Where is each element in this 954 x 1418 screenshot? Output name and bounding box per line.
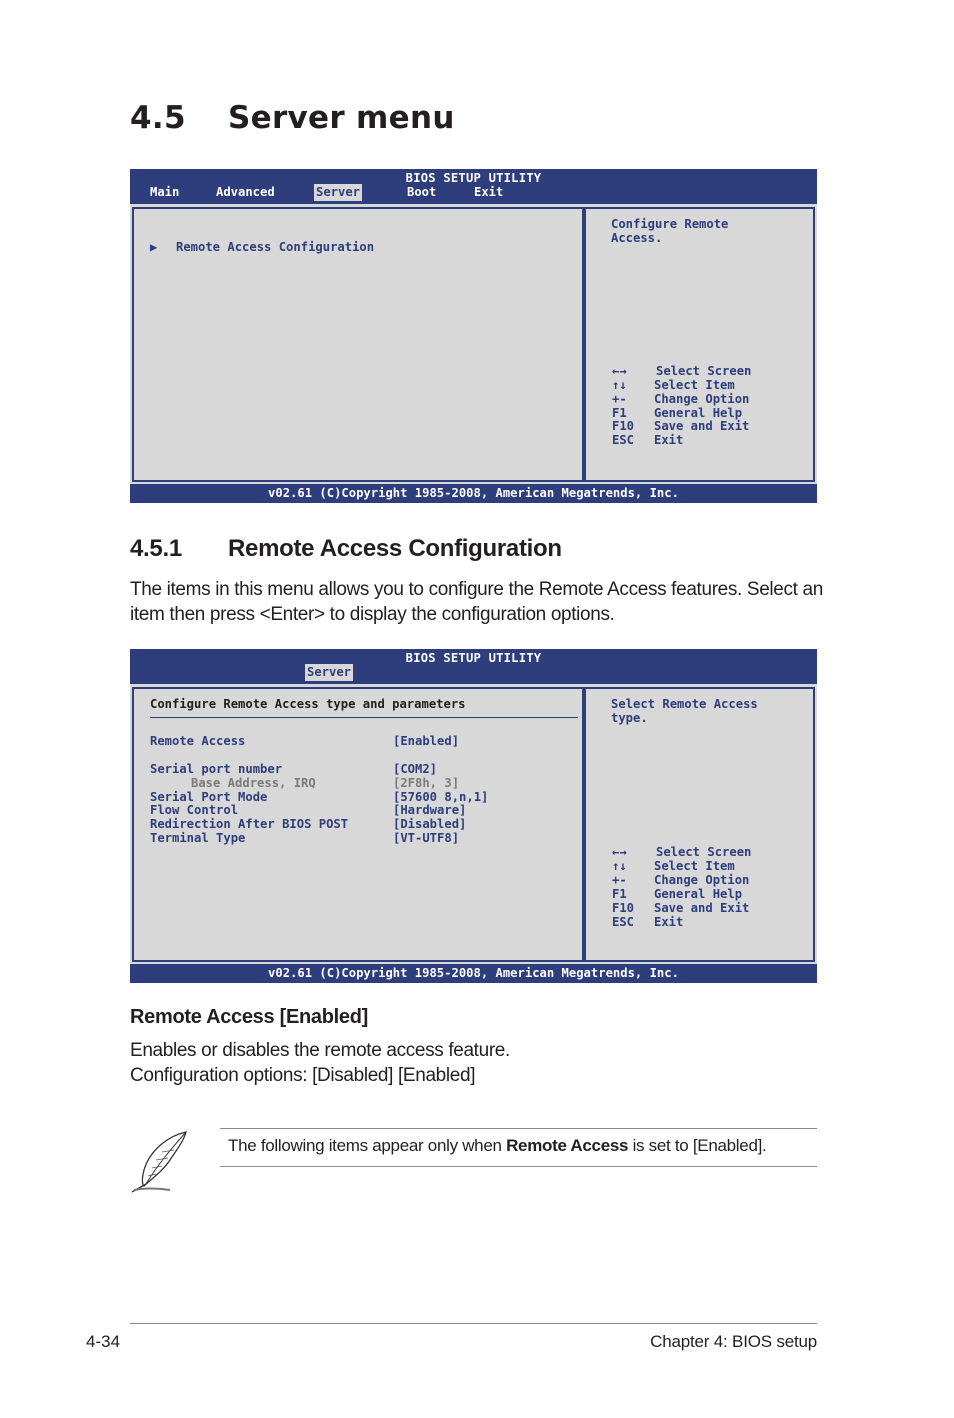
- setting-label-serial-port-mode[interactable]: Serial Port Mode: [150, 790, 268, 804]
- bios-copyright-footer: v02.61 (C)Copyright 1985-2008, American Megatrends, Inc.: [130, 484, 817, 503]
- tab-exit[interactable]: Exit: [474, 185, 504, 199]
- tab-main[interactable]: Main: [150, 185, 180, 199]
- key-arrows-ud: ↑↓: [612, 378, 627, 392]
- key-action: Exit: [654, 915, 684, 929]
- menu-item-remote-access-configuration[interactable]: Remote Access Configuration: [176, 240, 375, 254]
- note-bold: Remote Access: [506, 1136, 629, 1155]
- option-description: [130, 1038, 830, 1088]
- note-text: [228, 1136, 766, 1156]
- key-action: Select Screen: [656, 845, 752, 859]
- tab-server[interactable]: Server: [307, 665, 352, 679]
- option-description-line2: Configuration options: [Disabled] [Enabled]: [130, 1065, 476, 1086]
- key-f10: F10: [612, 419, 635, 433]
- key-action: General Help: [654, 406, 743, 420]
- bios-screen-remote-access: [130, 649, 817, 983]
- section-heading: [130, 100, 455, 136]
- option-heading: Remote Access [Enabled]: [130, 1006, 368, 1028]
- key-arrows-lr: ←→: [612, 364, 627, 378]
- help-text-line1: Select Remote Access: [611, 697, 758, 711]
- bios-help-panel: [584, 207, 815, 482]
- key-action: Select Screen: [656, 364, 752, 378]
- setting-value-redirection[interactable]: [Disabled]: [393, 817, 467, 831]
- panel-heading: Configure Remote Access type and parameters: [150, 697, 466, 711]
- subsection-number: 4.5.1: [130, 535, 182, 562]
- bios-main-panel: [132, 687, 584, 962]
- section-title: Server menu: [228, 100, 455, 136]
- key-action: Save and Exit: [654, 901, 750, 915]
- tab-boot[interactable]: Boot: [407, 185, 437, 199]
- bios-title: BIOS SETUP UTILITY: [405, 171, 542, 185]
- note-prefix: The following items appear only when: [228, 1136, 507, 1155]
- key-esc: ESC: [612, 915, 635, 929]
- bios-help-panel: [584, 687, 815, 962]
- key-plus-minus: +-: [612, 873, 627, 887]
- key-f10: F10: [612, 901, 635, 915]
- key-action: Change Option: [654, 392, 750, 406]
- setting-value-terminal-type[interactable]: [VT-UTF8]: [393, 831, 460, 845]
- note-suffix: is set to [Enabled].: [628, 1136, 767, 1155]
- setting-label-serial-port-number[interactable]: Serial port number: [150, 762, 283, 776]
- bios-top-bar: [130, 169, 817, 204]
- option-description-line1: Enables or disables the remote access feature.: [130, 1040, 510, 1061]
- key-action: Select Item: [654, 859, 735, 873]
- key-action: Exit: [654, 433, 684, 447]
- note-bottom-rule: [220, 1166, 817, 1167]
- key-action: Change Option: [654, 873, 750, 887]
- setting-label-base-address: Base Address, IRQ: [191, 776, 316, 790]
- bios-screen-server-menu: [130, 169, 817, 503]
- key-action: General Help: [654, 887, 743, 901]
- key-f1: F1: [612, 406, 627, 420]
- key-action: Save and Exit: [654, 419, 750, 433]
- tab-advanced[interactable]: Advanced: [216, 185, 275, 199]
- help-text-line2: type.: [611, 711, 648, 725]
- setting-value-base-address: [2F8h, 3]: [393, 776, 460, 790]
- note-top-rule: [220, 1128, 817, 1129]
- heading-divider: [150, 717, 578, 718]
- setting-label-redirection[interactable]: Redirection After BIOS POST: [150, 817, 349, 831]
- setting-value-remote-access[interactable]: [Enabled]: [393, 734, 460, 748]
- bios-title: BIOS SETUP UTILITY: [405, 651, 542, 665]
- key-arrows-ud: ↑↓: [612, 859, 627, 873]
- setting-value-serial-port-number[interactable]: [COM2]: [393, 762, 438, 776]
- setting-value-flow-control[interactable]: [Hardware]: [393, 803, 467, 817]
- page-footer-rule: [130, 1323, 817, 1324]
- help-text-line2: Access.: [611, 231, 663, 245]
- bios-main-panel: [132, 207, 584, 482]
- bios-top-bar: [130, 649, 817, 684]
- setting-label-terminal-type[interactable]: Terminal Type: [150, 831, 246, 845]
- page-number: 4-34: [86, 1332, 121, 1351]
- subsection-title: Remote Access Configuration: [228, 535, 562, 562]
- submenu-arrow-icon: ▶: [150, 240, 158, 254]
- chapter-title: Chapter 4: BIOS setup: [650, 1332, 817, 1351]
- bios-copyright-footer: v02.61 (C)Copyright 1985-2008, American Megatrends, Inc.: [130, 964, 817, 983]
- key-arrows-lr: ←→: [612, 845, 627, 859]
- intro-paragraph: The items in this menu allows you to configure the Remote Access features. Select an item then press <Enter> to display the configuration options.: [130, 579, 823, 625]
- note-feather-icon: [128, 1128, 190, 1196]
- subsection-heading: [130, 535, 562, 563]
- help-text-line1: Configure Remote: [611, 217, 729, 231]
- section-number: 4.5: [130, 100, 186, 136]
- setting-label-remote-access[interactable]: Remote Access: [150, 734, 246, 748]
- tab-server[interactable]: Server: [316, 185, 361, 199]
- setting-value-serial-port-mode[interactable]: [57600 8,n,1]: [393, 790, 489, 804]
- key-esc: ESC: [612, 433, 635, 447]
- key-plus-minus: +-: [612, 392, 627, 406]
- setting-label-flow-control[interactable]: Flow Control: [150, 803, 239, 817]
- key-f1: F1: [612, 887, 627, 901]
- key-action: Select Item: [654, 378, 735, 392]
